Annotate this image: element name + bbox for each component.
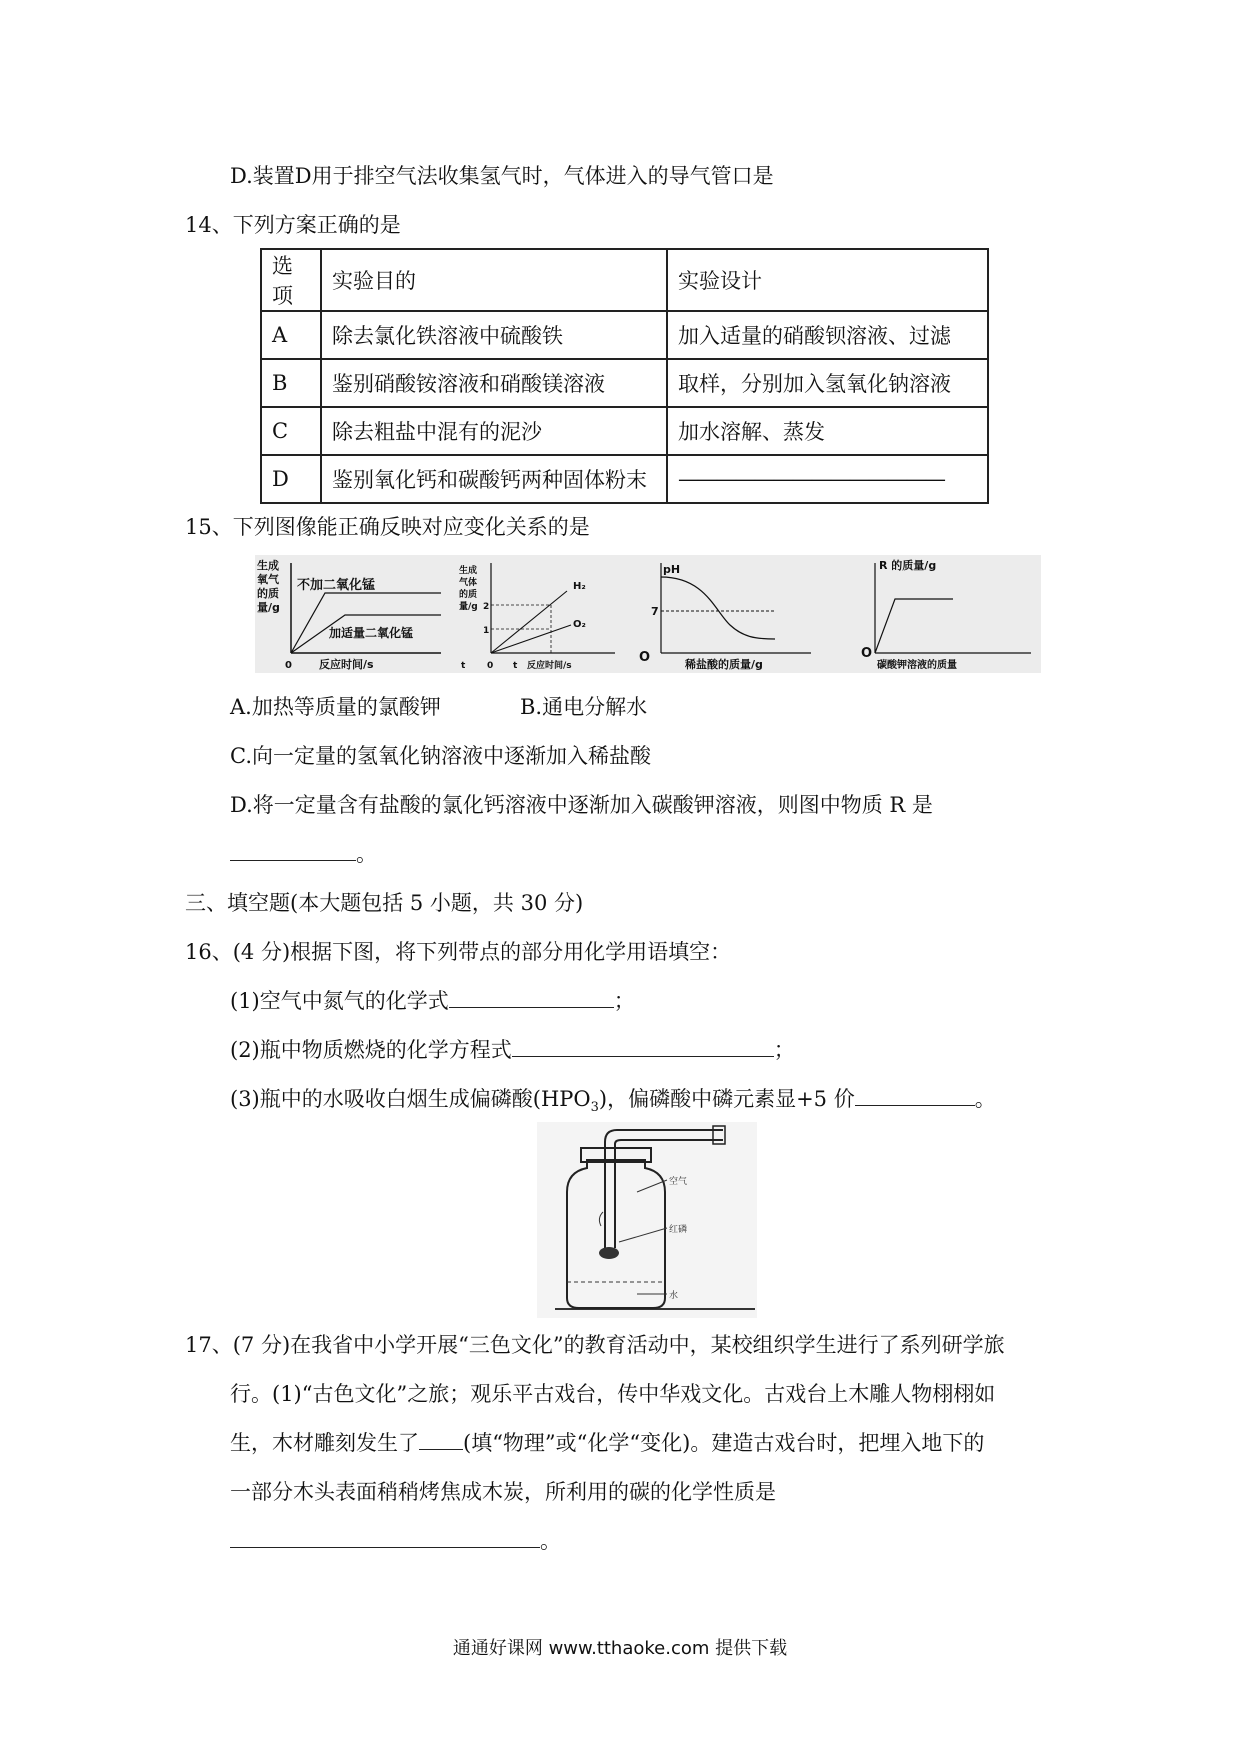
graph-a-label1: 不加二氧化锰: [297, 578, 376, 593]
q17-line-3-a: 生，木材雕刻发生了: [230, 1431, 419, 1455]
q17-end: 。: [540, 1529, 561, 1553]
table-cell: D: [261, 455, 321, 503]
q15-stem: 15、下列图像能正确反映对应变化关系的是: [185, 515, 590, 539]
fig-label-air: 空气: [669, 1177, 688, 1187]
q16-sub3-subscript: 3: [590, 1100, 599, 1116]
q16-sub1-text: (1)空气中氮气的化学式: [230, 989, 449, 1013]
q15-option-a: A.加热等质量的氯酸钾: [230, 695, 441, 719]
q17-line-3-b: (填“物理”或“化学“变化)。建造古戏台时，把埋入地下的: [463, 1431, 985, 1455]
graph-a-origin: 0: [285, 660, 292, 671]
answer-blank[interactable]: [419, 1429, 463, 1450]
table-row: [261, 407, 988, 455]
q16-sub3: [230, 1085, 996, 1122]
answer-blank[interactable]: [230, 840, 356, 861]
q14-stem: 14、下列方案正确的是: [185, 213, 401, 237]
table-row: [261, 359, 988, 407]
table-row: [261, 311, 988, 359]
table-header: 实验设计: [667, 249, 988, 311]
graph-a-ylabel: 氧气: [257, 573, 279, 586]
answer-blank[interactable]: [855, 1085, 975, 1106]
q16-sub3-text-b: )，偏磷酸中磷元素显+5 价: [598, 1087, 855, 1111]
q14-table: [260, 248, 989, 504]
q16-sub3-text-a: (3)瓶中的水吸收白烟生成偏磷酸(HPO: [230, 1087, 591, 1111]
table-cell: B: [261, 359, 321, 407]
answer-blank[interactable]: [449, 987, 614, 1008]
graph-a: [255, 555, 445, 673]
table-cell: A: [261, 311, 321, 359]
graph-d-xlabel: 碳酸钾溶液的质量: [877, 660, 957, 671]
graph-b-ylabel: 气体: [459, 578, 478, 588]
q17-line-1: 17、(7 分)在我省中小学开展“三色文化”的教育活动中，某校组织学生进行了系列研学旅: [185, 1333, 1005, 1357]
graph-c-curve: [661, 577, 775, 639]
fig-label-red-phosphorus: 红磷: [669, 1225, 688, 1235]
table-cell: 取样，分别加入氢氧化钠溶液: [667, 359, 988, 407]
q16-sub1-end: ；: [613, 989, 635, 1013]
graph-d-origin: O: [861, 646, 873, 661]
table-cell: ——————————————: [667, 455, 988, 503]
q15-end: 。: [356, 842, 377, 866]
graph-a-line-no-mno2: [291, 593, 441, 653]
table-cell: 加水溶解、蒸发: [667, 407, 988, 455]
graph-b-ylabel: 生成: [459, 566, 478, 576]
table-header-row: [261, 249, 988, 311]
graph-d-ylabel: R 的质量/g: [879, 559, 937, 572]
q16-sub1: [230, 987, 635, 1015]
q13-option-d: D.装置D用于排空气法收集氢气时，气体进入的导气管口是: [230, 164, 774, 188]
q15-option-b: B.通电分解水: [520, 695, 648, 719]
q15-option-d: D.将一定量含有盐酸的氯化钙溶液中逐渐加入碳酸钾溶液，则图中物质 R 是: [230, 793, 933, 817]
table-header: 实验目的: [321, 249, 667, 311]
graph-a-ylabel: 的质: [257, 587, 279, 600]
answer-blank[interactable]: [230, 1527, 540, 1548]
graph-b-ylabel: 量/g: [459, 602, 478, 612]
graph-b-o2: O₂: [573, 619, 586, 630]
table-cell: 除去氯化铁溶液中硫酸铁: [321, 311, 667, 359]
q16-sub2-text: (2)瓶中物质燃烧的化学方程式: [230, 1038, 512, 1062]
graph-b-tick2: 2: [483, 602, 490, 612]
q16-apparatus-figure: [537, 1122, 757, 1318]
graph-c-tick7: 7: [651, 605, 659, 618]
graph-b-t-left: t: [461, 661, 466, 671]
q17-line-4: 一部分木头表面稍稍烤焦成木炭，所利用的碳的化学性质是: [230, 1480, 776, 1504]
q17-line-5: [230, 1527, 561, 1555]
q15-option-c: C.向一定量的氢氧化钠溶液中逐渐加入稀盐酸: [230, 744, 651, 768]
answer-blank[interactable]: [512, 1036, 774, 1057]
graph-b-origin: 0: [487, 661, 494, 671]
q15-graphs: [255, 555, 1041, 673]
graph-d-line: [875, 599, 953, 653]
table-cell: 鉴别硝酸铵溶液和硝酸镁溶液: [321, 359, 667, 407]
graph-c: [635, 555, 815, 673]
q16-sub2-end: ；: [773, 1038, 795, 1062]
graph-a-ylabel: 量/g: [257, 601, 280, 614]
graph-b-tick1: 1: [483, 626, 490, 636]
graph-b-ylabel: 的质: [459, 590, 478, 600]
graph-b-xlabel: 反应时间/s: [527, 661, 572, 671]
graph-b-h2-line: [491, 591, 567, 653]
graph-a-ylabel: 生成: [257, 559, 279, 572]
table-cell: 除去粗盐中混有的泥沙: [321, 407, 667, 455]
graph-a-label2: 加适量二氧化锰: [329, 626, 414, 640]
graph-c-xlabel: 稀盐酸的质量/g: [685, 658, 763, 671]
graph-b-t-right: t: [513, 661, 518, 671]
graph-a-xlabel: 反应时间/s: [319, 658, 374, 671]
q16-sub3-end: 。: [974, 1087, 996, 1111]
q16-sub2: [230, 1036, 795, 1064]
section-3-title: 三、填空题(本大题包括 5 小题，共 30 分): [185, 891, 584, 915]
page-footer: 通通好课网 www.tthaoke.com 提供下载: [452, 1638, 788, 1659]
graph-d: [841, 555, 1041, 673]
table-cell: 加入适量的硝酸钡溶液、过滤: [667, 311, 988, 359]
graph-c-ylabel: pH: [663, 563, 681, 576]
table-row: [261, 455, 988, 503]
graph-c-origin: O: [639, 650, 651, 665]
q17-line-2: 行。(1)“古色文化”之旅；观乐平古戏台，传中华戏文化。古戏台上木雕人物栩栩如: [230, 1382, 996, 1406]
q15-answer-line: [230, 840, 377, 868]
fig-label-water: 水: [669, 1291, 679, 1301]
q17-line-3: [230, 1429, 984, 1457]
q16-stem: 16、(4 分)根据下图，将下列带点的部分用化学用语填空：: [185, 940, 732, 964]
table-cell: 鉴别氧化钙和碳酸钙两种固体粉末: [321, 455, 667, 503]
table-cell: C: [261, 407, 321, 455]
table-header: 选项: [261, 249, 321, 311]
graph-b-h2: H₂: [573, 581, 586, 592]
graph-b: [455, 555, 625, 673]
